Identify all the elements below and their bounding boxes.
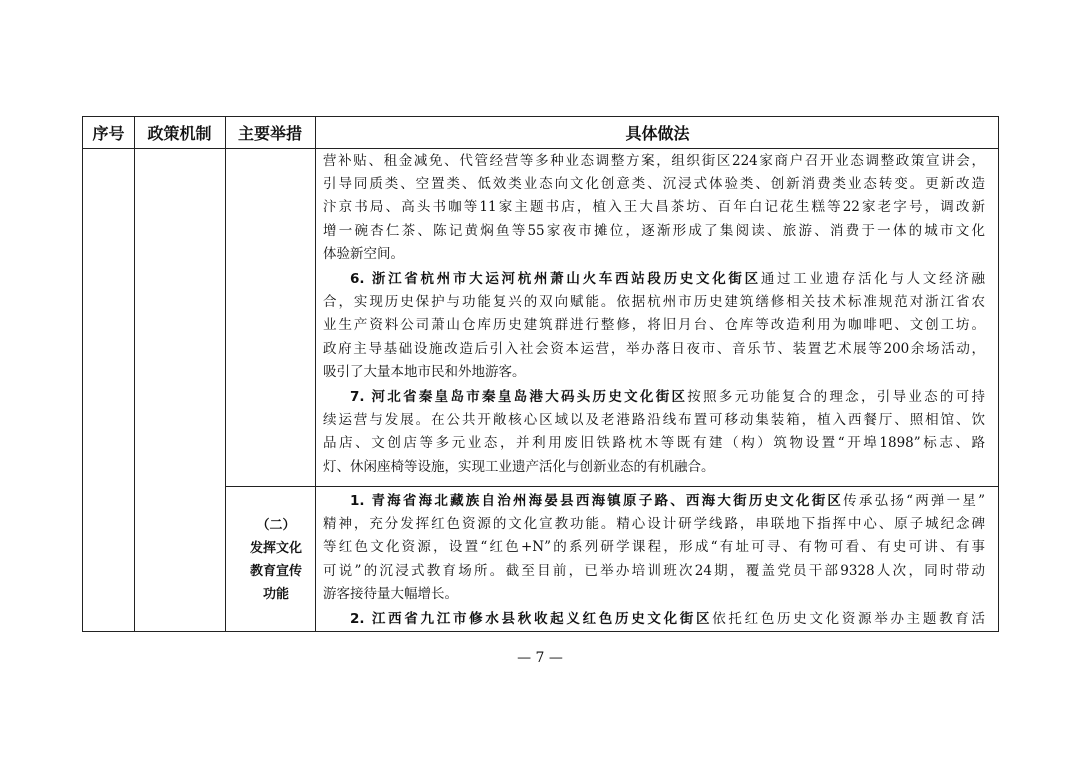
header-policy-mechanism: 政策机制 xyxy=(147,124,212,143)
header-specific-practices: 具体做法 xyxy=(625,124,690,143)
district-heading: 6. 浙江省杭州市大运河杭州萧山火车西站段历史文化街区 xyxy=(350,271,761,287)
district-heading: 7. 河北省秦皇岛市秦皇岛港大码头历史文化街区 xyxy=(350,389,688,405)
policy-table xyxy=(82,116,999,632)
text-line: 汴京书局、高头书咖等11家主题书店，植入王大昌茶坊、百年白记花生糕等22家老字号，调改新 xyxy=(323,199,985,216)
column-divider xyxy=(225,117,226,631)
practice-paragraph xyxy=(323,490,985,606)
text-span: 依托红色历史文化资源举办主题教育活 xyxy=(712,611,985,627)
category-line: 教育宣传 xyxy=(249,564,302,579)
category-line: 发挥文化 xyxy=(249,541,302,556)
header-number: 序号 xyxy=(92,124,125,143)
text-span: 传承弘扬“两弹一星” xyxy=(843,493,985,509)
category-number: （二） xyxy=(256,518,296,533)
text-line: 政府主导基础设施改造后引入社会资本运营，举办落日夜市、音乐节、装置艺术展等200余场活动， xyxy=(323,340,985,357)
column-divider xyxy=(134,117,135,631)
text-line xyxy=(323,490,985,513)
text-span: 通过工业遗存活化与人文经济融 xyxy=(760,271,986,287)
text-line: 灯、休闲座椅等设施，实现工业遗产活化与创新业态的有机融合。 xyxy=(323,458,715,475)
practice-paragraph xyxy=(323,386,985,479)
practice-paragraph xyxy=(323,150,985,266)
text-line: 续运营与发展。在公共开敞核心区域以及老港路沿线布置可移动集装箱，植入西餐厅、照相馆、饮 xyxy=(323,412,985,429)
category-line: 功能 xyxy=(262,587,289,602)
text-line xyxy=(323,608,985,631)
text-line: 增一碗杏仁茶、陈记黄焖鱼等55家夜市摊位，逐渐形成了集阅读、旅游、消费于一体的城市文化 xyxy=(323,222,985,239)
category-label xyxy=(236,514,316,606)
text-line: 合，实现历史保护与功能复兴的双向赋能。依据杭州市历史建筑缮修相关技术标准规范对浙江省农 xyxy=(323,294,985,311)
text-line: 等红色文化资源，设置“红色+N”的系列研学课程，形成“有址可寻、有物可看、有史可讲、有事 xyxy=(323,539,985,556)
district-heading: 2. 江西省九江市修水县秋收起义红色历史文化街区 xyxy=(350,611,713,627)
header-main-measures: 主要举措 xyxy=(237,124,302,143)
text-line: 引导同质类、空置类、低效类业态向文化创意类、沉浸式体验类、创新消费类业态转变。更新改造 xyxy=(323,176,985,193)
text-line: 营补贴、租金减免、代管经营等多种业态调整方案，组织街区224家商户召开业态调整政策宣讲会， xyxy=(323,153,985,169)
text-line: 可说”的沉浸式教育场所。截至目前，已举办培训班次24期，覆盖党员干部9328人次，同时带动 xyxy=(323,562,985,579)
text-line: 吸引了大量本地市民和外地游客。 xyxy=(323,363,526,380)
row-divider xyxy=(225,486,998,487)
text-line: 游客接待量大幅增长。 xyxy=(323,585,458,602)
practice-paragraph xyxy=(323,608,985,631)
text-line xyxy=(323,268,985,291)
text-line: 精神，充分发挥红色资源的文化宣教功能。精心设计研学线路，串联地下指挥中心、原子城纪念碑 xyxy=(323,516,985,533)
text-line: 品店、文创店等多元业态，并利用废旧铁路枕木等既有建（构）筑物设置“开埠1898”标志、路 xyxy=(323,435,985,452)
header-divider xyxy=(83,148,998,149)
text-line xyxy=(323,386,985,409)
district-heading: 1. 青海省海北藏族自治州海晏县西海镇原子路、西海大街历史文化街区 xyxy=(350,493,844,509)
text-line: 业生产资料公司萧山仓库历史建筑群进行整修，将旧月台、仓库等改造利用为咖啡吧、文创工坊。 xyxy=(323,317,985,334)
practice-paragraph xyxy=(323,268,985,384)
text-line: 体验新空间。 xyxy=(323,245,404,262)
text-span: 按照多元功能复合的理念，引导业态的可持 xyxy=(687,389,985,405)
page-number: — 7 — xyxy=(517,650,563,666)
